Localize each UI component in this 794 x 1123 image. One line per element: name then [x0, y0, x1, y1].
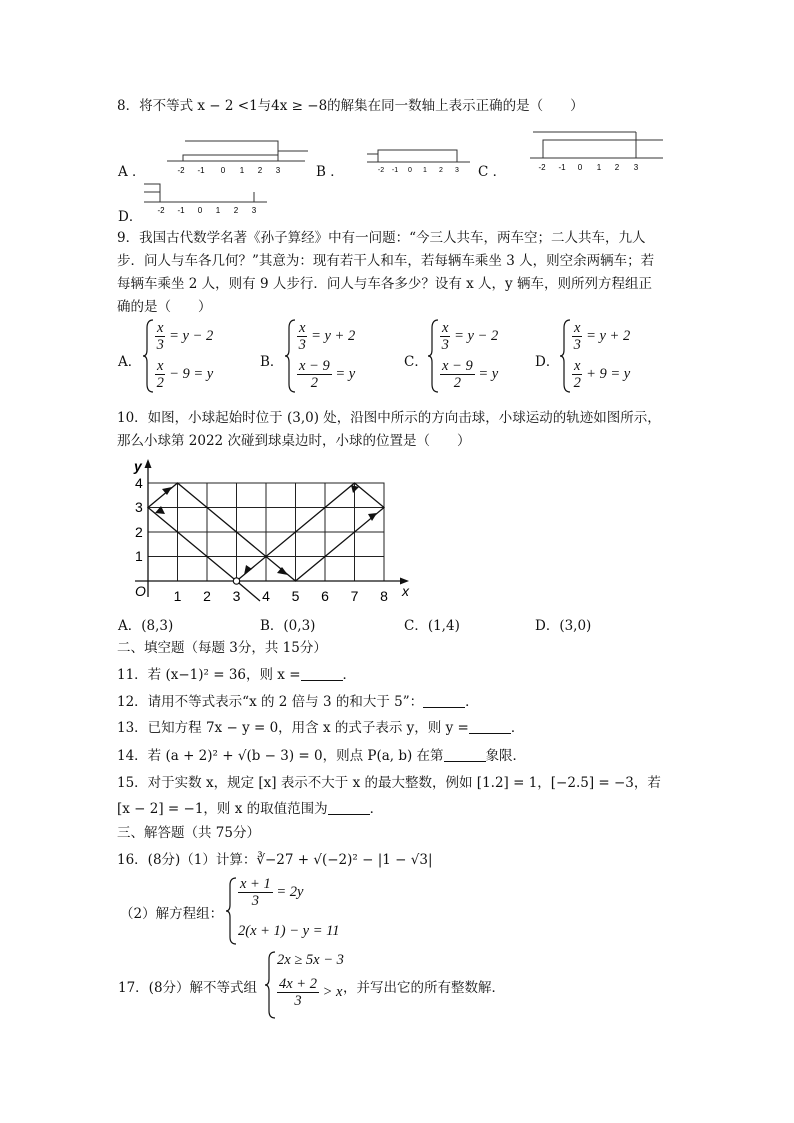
- q8d-tick: 0: [197, 206, 203, 215]
- y-tick: 4: [135, 475, 143, 491]
- q9-line4: 确的是（ ）: [117, 299, 212, 315]
- q8c-tick: 1: [596, 163, 602, 172]
- y-tick: 1: [135, 548, 143, 564]
- q8d-tick: -2: [157, 206, 165, 215]
- q9-line1: 9．我国古代数学名著《孙子算经》中有一问题：“今三人共车，两车空；二人共车，九人: [117, 230, 646, 246]
- x-tick: 4: [262, 588, 270, 604]
- q8b-tick: 1: [423, 167, 427, 174]
- q9-line2: 步．问人与车各几何？”其意为：现有若干人和车，若每辆车乘坐 3 人，则空余两辆车；若: [117, 253, 655, 269]
- q8-number-line-a: [165, 135, 310, 180]
- ball-start-point: [233, 578, 239, 584]
- q8a-tick: -2: [177, 166, 185, 175]
- brace-icon: [226, 876, 238, 946]
- y-axis-arrow-icon: [145, 459, 152, 468]
- q8b-tick: -1: [391, 167, 399, 174]
- q8c-tick: -1: [558, 163, 566, 172]
- q10-option-d[interactable]: D．(3,0): [535, 618, 592, 634]
- q8-option-a-label[interactable]: A ．: [118, 164, 146, 180]
- q9-option-a-label[interactable]: A．: [118, 354, 142, 370]
- brace-icon: [265, 950, 277, 1020]
- q16-part2-label: （2）解方程组：: [120, 906, 224, 922]
- q9-line3: 每辆车乘坐 2 人，则有 9 人步行．问人与车各多少？设有 x 人，y 辆车，则所列方程组正: [117, 276, 652, 292]
- q9-system-c: $\frac{x}{3}$ = y − 2 $\frac{x - 9}{2}$ = y: [428, 318, 538, 394]
- brace-icon: [285, 318, 297, 394]
- x-tick: 2: [203, 588, 211, 604]
- q8d-tick: 1: [215, 206, 221, 215]
- y-tick: 3: [135, 499, 143, 515]
- q8a-tick: 2: [257, 166, 263, 175]
- q8a-tick: -1: [197, 166, 205, 175]
- q9-option-b-label[interactable]: B．: [260, 354, 284, 370]
- x-tick: 1: [173, 588, 182, 604]
- q10-line1: 10．如图，小球起始时位于 (3,0) 处，沿图中所示的方向击球，小球运动的轨迹如图所示，: [117, 410, 661, 426]
- q8-option-d-label[interactable]: D．: [118, 209, 143, 225]
- q8c-tick: 3: [633, 163, 639, 172]
- q9-system-d: $\frac{x}{3}$ = y + 2 $\frac{x}{2}$ + 9 = y: [560, 318, 670, 394]
- q8b-tick: 0: [408, 167, 412, 174]
- q9-system-a: $\frac{x}{3}$ = y − 2 $\frac{x}{2}$ − 9 = y: [143, 318, 253, 394]
- x-tick: 3: [232, 588, 241, 604]
- q8b-tick: -2: [377, 167, 385, 174]
- q9-option-d-label[interactable]: D．: [535, 354, 560, 370]
- x-tick: 5: [291, 588, 300, 604]
- y-axis-label: y: [134, 458, 142, 474]
- q10-option-b[interactable]: B．(0,3): [260, 618, 316, 634]
- q8-number-line-c: [528, 128, 668, 176]
- x-tick: 7: [350, 588, 359, 604]
- q8d-tick: 2: [233, 206, 239, 215]
- x-tick: 8: [380, 588, 388, 604]
- origin-label: O: [135, 583, 146, 599]
- q15-line1: 15．对于实数 x，规定 [x] 表示不大于 x 的最大整数，例如 [1.2] = 1，[−2.5] = −3，若: [117, 775, 661, 791]
- q8-option-c-label[interactable]: C ．: [478, 164, 507, 180]
- q12: 12．请用不等式表示“x 的 2 倍与 3 的和大于 5”： ．: [117, 694, 479, 710]
- y-tick: 2: [135, 524, 143, 540]
- brace-icon: [428, 318, 440, 394]
- q13-answer-blank[interactable]: [469, 719, 511, 734]
- q9-option-c-label[interactable]: C．: [404, 354, 428, 370]
- q10-billiard-diagram: [125, 455, 425, 605]
- q10-line2: 那么小球第 2022 次碰到球桌边时，小球的位置是（ ）: [117, 433, 471, 449]
- q9-system-b: $\frac{x}{3}$ = y + 2 $\frac{x - 9}{2}$ = y: [285, 318, 395, 394]
- q8d-tick: -1: [177, 206, 185, 215]
- q14: 14．若 (a + 2)² + √(b − 3) = 0，则点 P(a, b) 在第 象限．: [117, 748, 527, 764]
- q16-equation-system: $\frac{x + 1}{3}$ = 2y 2(x + 1) − y = 11: [226, 876, 356, 946]
- q17-inequality-system: 2x ≥ 5x − 3 $\frac{4x + 2}{3}$ > x: [265, 950, 365, 1020]
- q13: 13．已知方程 7x − y = 0，用含 x 的式子表示 y，则 y = ．: [117, 720, 525, 736]
- q10-option-c[interactable]: C．(1,4): [404, 618, 460, 634]
- section-2-heading: 二、填空题（每题 3分，共 15分）: [117, 640, 327, 656]
- q11: 11．若 (x−1)² = 36，则 x = ．: [117, 667, 357, 683]
- q15-answer-blank[interactable]: [328, 800, 370, 815]
- q8d-tick: 3: [251, 206, 257, 215]
- q8-stem: 8．将不等式 x − 2 <1与4x ≥ −8的解集在同一数轴上表示正确的是（ ）: [117, 98, 584, 114]
- q16-part1: 16．(8分)（1）计算：∛−27 + √(−2)² − |1 − √3|: [117, 852, 433, 868]
- q8a-tick: 0: [220, 166, 226, 175]
- q8c-tick: 0: [577, 163, 583, 172]
- q11-answer-blank[interactable]: [301, 666, 343, 681]
- q8a-tick: 3: [275, 166, 281, 175]
- q8a-tick: 1: [239, 166, 245, 175]
- q8b-tick: 2: [439, 167, 443, 174]
- q17-suffix: ，并写出它的所有整数解．: [343, 980, 505, 996]
- q8-number-line-d: [142, 180, 272, 220]
- brace-icon: [143, 318, 155, 394]
- q14-answer-blank[interactable]: [444, 747, 486, 762]
- x-tick: 6: [321, 588, 329, 604]
- q8c-tick: -2: [538, 163, 546, 172]
- q8c-tick: 2: [614, 163, 620, 172]
- q10-option-a[interactable]: A．(8,3): [118, 618, 174, 634]
- q15-line2: [x − 2] = −1，则 x 的取值范围为 ．: [117, 801, 384, 817]
- q8-option-b-label[interactable]: B ．: [316, 164, 344, 180]
- brace-icon: [560, 318, 572, 394]
- q8-number-line-b: [365, 140, 475, 180]
- q12-answer-blank[interactable]: [423, 693, 465, 708]
- x-axis-label: x: [402, 583, 409, 599]
- q8b-tick: 3: [455, 167, 459, 174]
- q17-prefix: 17．(8分）解不等式组: [118, 980, 258, 996]
- section-3-heading: 三、解答题（共 75分）: [117, 825, 260, 841]
